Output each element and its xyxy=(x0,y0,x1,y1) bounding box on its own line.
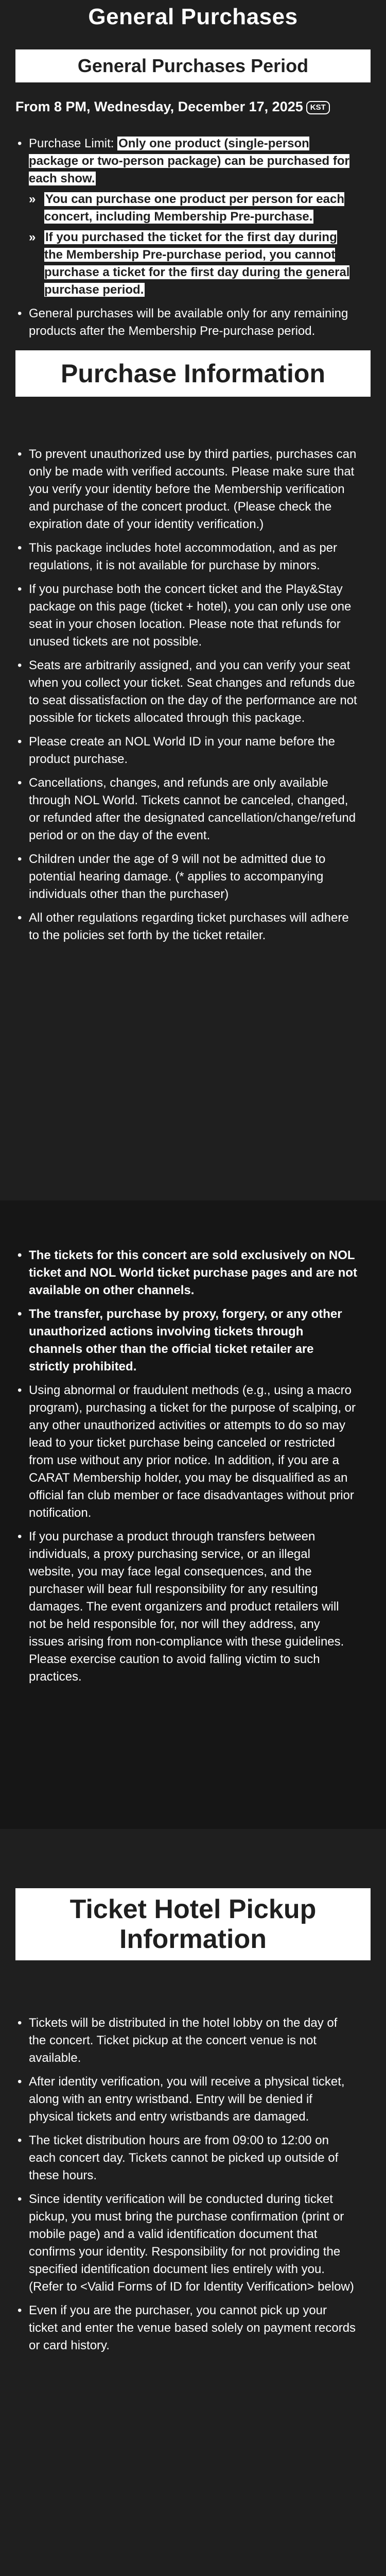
warning-item: • If you purchase a product through transfers between individuals, a proxy purchasing service, or an illegal website, you may face legal consequences, and the purchaser will bear full responsibility for any resulting damages. The event organizers and product retailers will not be held responsible for, nor will they address, any issues arising from non-compliance with these guidelines. Please exercise caution to avoid falling victim to such practices. xyxy=(17,1528,357,1686)
purchase-info-item: • This package includes hotel accommodation, and as per regulations, it is not available for purchase by minors. xyxy=(17,539,357,574)
purchase-info-item: • To prevent unauthorized use by third parties, purchases can only be made with verified accounts. Please make sure that you verify your identity before the Membership verification and purchase of the concert product. (Please check the expiration date of your identity verification.) xyxy=(17,446,357,533)
pickup-item: • Since identity verification will be conducted during ticket pickup, you must bring the purchase confirmation (print or mobile page) and a valid identification document that confirms your identity. Responsibility for not providing the specified identification document lies entirely with you. (Refer to <Valid Forms of ID for Identity Verification> below) xyxy=(17,2191,357,2296)
warnings-list xyxy=(17,1247,357,1692)
general-purchase-note: • General purchases will be available only for any remaining products after the Membership Pre-purchase period. xyxy=(17,305,357,340)
pickup-title-line1: Ticket Hotel Pickup xyxy=(69,1894,317,1924)
pickup-item: • After identity verification, you will receive a physical ticket, along with an entry wristband. Entry will be denied if physical tickets and entry wristbands are damaged. xyxy=(17,2073,357,2126)
purchase-info-item: • Cancellations, changes, and refunds are only available through NOL World. Tickets cannot be canceled, changed, or refunded after the designated cancellation/change/refund period or on the day of the event. xyxy=(17,774,357,844)
period-date xyxy=(15,99,330,115)
purchase-limit-sub-2 xyxy=(29,229,357,299)
purchase-limit-label: Purchase Limit: xyxy=(29,137,118,150)
purchase-limit-item xyxy=(17,135,357,299)
period-date-text: From 8 PM, Wednesday, December 17, 2025 xyxy=(15,99,303,114)
purchase-info-item: • Seats are arbitrarily assigned, and you can verify your seat when you collect your ticket. Seat changes and refunds due to seat dissatisfaction on the day of the performance are not possible for tickets allocated through this package. xyxy=(17,657,357,727)
pickup-title-line2: Information xyxy=(119,1924,267,1954)
warning-item: • The tickets for this concert are sold exclusively on NOL ticket and NOL World ticket purchase pages and are not available on other channels. xyxy=(17,1247,357,1299)
pickup-title xyxy=(15,1888,371,1960)
page-title: General Purchases xyxy=(88,4,298,29)
purchase-limit-sub-1-text: You can purchase one product per person for each concert, including Membership Pre-purchase. xyxy=(44,192,345,224)
double-chevron-icon: » xyxy=(29,192,36,206)
timezone-badge: KST xyxy=(306,101,330,114)
purchase-info-item: • If you purchase both the concert ticket and the Play&Stay package on this page (ticket + hotel), you can only use one seat in your chosen location. Please note that refunds for unused tickets are not possible. xyxy=(17,581,357,651)
purchase-info-item: • Please create an NOL World ID in your name before the product purchase. xyxy=(17,733,357,768)
pickup-item: • Tickets will be distributed in the hotel lobby on the day of the concert. Ticket pickup at the concert venue is not available. xyxy=(17,2014,357,2067)
pickup-list xyxy=(17,2014,357,2361)
purchase-limit-sub-1 xyxy=(29,191,357,226)
purchase-info-item: • Children under the age of 9 will not be admitted due to potential hearing damage. (* applies to accompanying individuals other than the purchaser) xyxy=(17,851,357,903)
purchase-limit-highlight: Only one product (single-person package or two-person package) can be purchased for each show. xyxy=(29,137,349,185)
warning-item: • The transfer, purchase by proxy, forgery, or any other unauthorized actions involving tickets through channels other than the official ticket retailer are strictly prohibited. xyxy=(17,1306,357,1376)
double-chevron-icon: » xyxy=(29,230,36,244)
purchase-info-item: • All other regulations regarding ticket purchases will adhere to the policies set forth by the ticket retailer. xyxy=(17,909,357,944)
warning-item: • Using abnormal or fraudulent methods (e.g., using a macro program), purchasing a ticket for the purpose of scalping, or any other unauthorized activities or attempts to do so may lead to your ticket purchase being canceled or restricted from use without any prior notice. In addition, if you are a CARAT Membership holder, you may be disqualified as an official fan club member or face disadvantages without prior notification. xyxy=(17,1382,357,1522)
pickup-item: • The ticket distribution hours are from 09:00 to 12:00 on each concert day. Tickets cannot be picked up outside of these hours. xyxy=(17,2132,357,2184)
pickup-item: • Even if you are the purchaser, you cannot pick up your ticket and enter the venue based solely on payment records or card history. xyxy=(17,2302,357,2354)
purchase-info-title: Purchase Information xyxy=(15,350,371,397)
purchase-limit-sub-2-text: If you purchased the ticket for the first day during the Membership Pre-purchase period, you cannot purchase a ticket for the first day during the general purchase period. xyxy=(44,230,350,297)
period-title: General Purchases Period xyxy=(15,49,371,82)
period-notes xyxy=(17,135,357,346)
purchase-info-list xyxy=(17,446,357,951)
